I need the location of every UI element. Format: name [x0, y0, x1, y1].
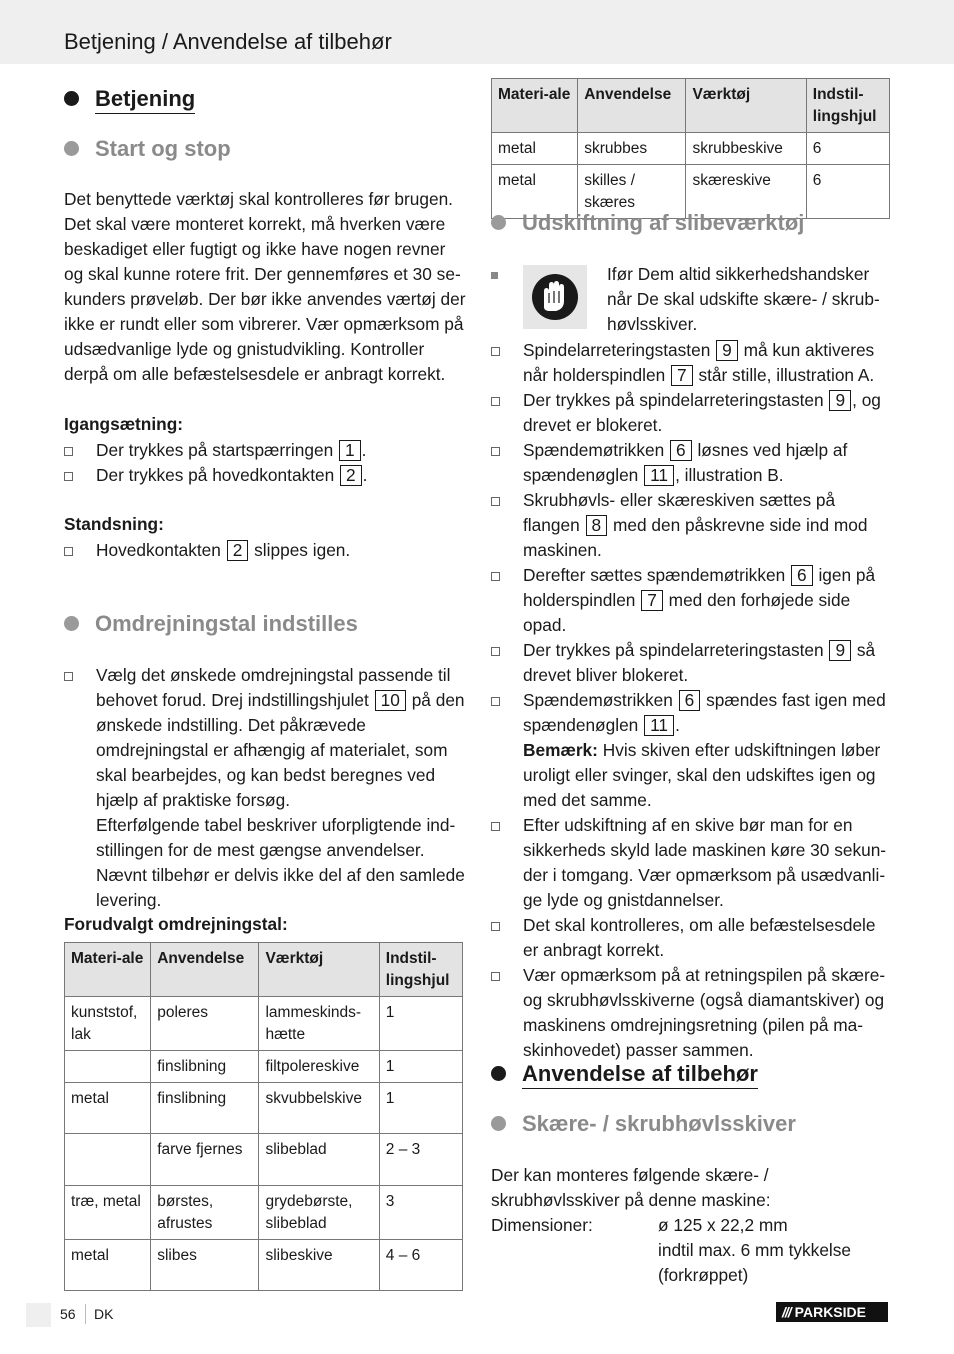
table-cell: metal	[492, 165, 578, 219]
table-cell: finslibning	[151, 1051, 259, 1083]
table-header-cell: Indstil-lingshjul	[379, 943, 462, 997]
list-item: Derefter sættes spændemøtrikken 6 igen på holderspindlen 7 med den forhøjede side opad.	[491, 563, 891, 638]
glove-warning: Ifør Dem altid sikkerhedshandsker når De skal udskifte skære- / skrub-høvlsskiver.	[607, 264, 880, 334]
table-row	[65, 1134, 463, 1186]
table-cell: 3	[379, 1186, 462, 1240]
checkbox-icon	[491, 397, 500, 406]
intro-paragraph: Det benyttede værktøj skal kontrolleres før brugen. Det skal være monteret korrekt, må hverken være beskadiget eller fugtigt og ikke have nogen revner og skal kunne rotere frit. Der gennemføres et 30 se-kunders prøveløb. Der bør ikke anvendes værtøj der ikke er rundt eller som vibrerer. Vær opmærksom på udsædvanlige lyde og gnistudvikling. Kontroller derpå om alle befæstelsesdele er anbragt korrekt.	[64, 189, 466, 384]
checkbox-icon	[491, 697, 500, 706]
heading-skaere-skrubhoevlsskiver: Skære- / skrubhøvlsskiver	[491, 1111, 796, 1137]
table-header-cell: Anvendelse	[151, 943, 259, 997]
ref-number: 9	[829, 390, 851, 411]
ref-number: 1	[339, 440, 361, 461]
checkbox-icon	[64, 672, 73, 681]
checkbox-icon	[491, 572, 500, 581]
bullet-icon	[64, 91, 79, 106]
list-item: Der trykkes på hovedkontakten 2 .	[64, 463, 466, 488]
table-cell: skrubbes	[578, 133, 686, 165]
list-item: Der trykkes på startspærringen 1 .	[64, 438, 466, 463]
list-item: Spindelarreteringstasten 9 må kun aktiveres når holderspindlen 7 står stille, illustration A.	[491, 338, 891, 388]
table-cell: børstes, afrustes	[151, 1186, 259, 1240]
footer-divider	[85, 1304, 86, 1324]
dimension-row	[491, 1213, 891, 1288]
list-item: Der trykkes på spindelarreteringstasten 9 , og drevet er blokeret.	[491, 388, 891, 438]
table-row	[65, 1051, 463, 1083]
table-cell	[65, 1134, 151, 1186]
table-cell: 2 – 3	[379, 1134, 462, 1186]
igangsaetning-title: Igangsætning:	[64, 414, 184, 434]
ref-number: 8	[586, 515, 608, 536]
table-header-row	[492, 79, 890, 133]
note-text: Hvis skiven efter udskiftningen løber uroligt eller svinger, skal den udskiftes igen og med det samme.	[523, 740, 881, 810]
standsning-title: Standsning:	[64, 514, 164, 534]
ref-number: 11	[644, 465, 674, 486]
table-header-cell: Værktøj	[686, 79, 806, 133]
table-cell: træ, metal	[65, 1186, 151, 1240]
dimension-value: indtil max. 6 mm tykkelse	[658, 1240, 852, 1260]
table-header-cell: Værktøj	[259, 943, 379, 997]
ref-number: 9	[829, 640, 851, 661]
page-number: 56	[60, 1306, 76, 1322]
rpm-table-continued	[491, 78, 890, 219]
table-row	[492, 133, 890, 165]
page-title: Betjening / Anvendelse af tilbehør	[64, 29, 392, 54]
list-item: Vælg det ønskede omdrejningstal passende til behovet forud. Drej indstillingshjulet 10 på den ønskede indstilling. Det påkrævede omdrejningstal er afhængig af materialet, som skal bearbejdes, og kan bedst beregnes ved hjælp af praktiske forsøg. Efterfølgende tabel beskriver uforpligtende ind-stillingen for de mest gængse anvendelser. Nævnt tilbehør er delvis ikke del af den samlede levering.	[64, 663, 466, 913]
table-cell: 1	[379, 1051, 462, 1083]
table-cell: metal	[65, 1240, 151, 1291]
table-cell: slibeblad	[259, 1134, 379, 1186]
ref-number: 6	[791, 565, 813, 586]
ref-number: 2	[227, 540, 249, 561]
safety-gloves-icon	[523, 265, 587, 329]
checkbox-icon	[491, 922, 500, 931]
dimension-label: Dimensioner:	[491, 1215, 593, 1235]
parkside-logo: /// PARKSIDE	[776, 1302, 888, 1322]
ref-number: 6	[679, 690, 701, 711]
square-bullet-icon	[491, 272, 498, 279]
ref-number: 11	[644, 715, 674, 736]
bullet-icon	[491, 1066, 506, 1081]
table-cell: poleres	[151, 997, 259, 1051]
list-item: Spændemøstrikken 6 spændes fast igen med spændenøglen 11 . Bemærk: Hvis skiven efter udskiftningen løber uroligt eller svinger, skal den udskiftes igen og med det samme.	[491, 688, 891, 813]
table-cell: slibeskive	[259, 1240, 379, 1291]
table-cell: 6	[806, 165, 889, 219]
table-row	[65, 1083, 463, 1134]
table-row	[65, 1240, 463, 1291]
bullet-icon	[64, 616, 79, 631]
table-cell: skilles / skæres	[578, 165, 686, 219]
checkbox-icon	[491, 647, 500, 656]
table-cell: 4 – 6	[379, 1240, 462, 1291]
heading-udskiftning: Udskiftning af slibeværktøj	[491, 210, 804, 236]
list-item: Vær opmærksom på at retningspilen på skære- og skrubhøvlsskiverne (også diamantskiver) og maskinens omdrejningsretning (pilen på ma-skinhovedet) passer sammen.	[491, 963, 891, 1063]
checkbox-icon	[491, 347, 500, 356]
checkbox-icon	[491, 822, 500, 831]
list-item: Der trykkes på spindelarreteringstasten 9 så drevet bliver blokeret.	[491, 638, 891, 688]
checkbox-icon	[491, 447, 500, 456]
list-item: Hovedkontakten 2 slippes igen.	[64, 538, 466, 563]
list-item: Efter udskiftning af en skive bør man for en sikkerheds skyld lade maskinen køre 30 sekun-der i tomgang. Vær opmærksom på usædvanli-ge lyde og gnistdannelser.	[491, 813, 891, 913]
table-header-cell: Materi-ale	[492, 79, 578, 133]
table-row	[65, 997, 463, 1051]
bullet-icon	[64, 141, 79, 156]
table-title: Forudvalgt omdrejningstal:	[64, 914, 288, 934]
language-code: DK	[94, 1306, 114, 1322]
checkbox-icon	[64, 547, 73, 556]
rpm-table	[64, 942, 463, 1291]
table-cell: finslibning	[151, 1083, 259, 1134]
table-cell: metal	[492, 133, 578, 165]
table-cell: 6	[806, 133, 889, 165]
table-cell: filtpolereskive	[259, 1051, 379, 1083]
ref-number: 7	[671, 365, 693, 386]
heading-betjening: Betjening	[64, 86, 195, 112]
heading-anvendelse: Anvendelse af tilbehør	[491, 1061, 758, 1087]
table-cell: 1	[379, 1083, 462, 1134]
list-item: Det skal kontrolleres, om alle befæstelsesdele er anbragt korrekt.	[491, 913, 891, 963]
bullet-icon	[491, 215, 506, 230]
table-cell: skrubbeskive	[686, 133, 806, 165]
ref-number: 10	[375, 690, 406, 711]
table-cell: metal	[65, 1083, 151, 1134]
table-header-cell: Materi-ale	[65, 943, 151, 997]
footer-box	[26, 1303, 51, 1327]
table-header-cell: Anvendelse	[578, 79, 686, 133]
note-label: Bemærk:	[523, 740, 598, 760]
ref-number: 9	[716, 340, 738, 361]
table-row	[65, 1186, 463, 1240]
ref-number: 2	[340, 465, 362, 486]
list-item: Skrubhøvls- eller skæreskiven sættes på flangen 8 med den påskrevne side ind mod maskinen.	[491, 488, 891, 563]
table-header-cell: Indstil-lingshjul	[806, 79, 889, 133]
skaere-paragraph: Der kan monteres følgende skære- / skrubhøvlsskiver på denne maskine:	[491, 1165, 771, 1210]
ref-number: 6	[670, 440, 692, 461]
table-cell: 1	[379, 997, 462, 1051]
table-cell: slibes	[151, 1240, 259, 1291]
heading-start-stop: Start og stop	[64, 136, 231, 162]
table-cell: farve fjernes	[151, 1134, 259, 1186]
bullet-icon	[491, 1116, 506, 1131]
ref-number: 7	[641, 590, 663, 611]
dimension-value: ø 125 x 22,2 mm	[658, 1215, 788, 1235]
list-item: Spændemøtrikken 6 løsnes ved hjælp af spændenøglen 11 , illustration B.	[491, 438, 891, 488]
table-cell: skvubbelskive	[259, 1083, 379, 1134]
checkbox-icon	[64, 447, 73, 456]
checkbox-icon	[491, 497, 500, 506]
dimension-value: (forkrøppet)	[658, 1265, 749, 1285]
table-cell: grydebørste, slibeblad	[259, 1186, 379, 1240]
table-cell: skæreskive	[686, 165, 806, 219]
table-cell	[65, 1051, 151, 1083]
heading-omdrejningstal: Omdrejningstal indstilles	[64, 611, 358, 637]
checkbox-icon	[491, 972, 500, 981]
table-cell: lammeskinds-hætte	[259, 997, 379, 1051]
checkbox-icon	[64, 472, 73, 481]
table-header-row	[65, 943, 463, 997]
table-cell: kunststof, lak	[65, 997, 151, 1051]
